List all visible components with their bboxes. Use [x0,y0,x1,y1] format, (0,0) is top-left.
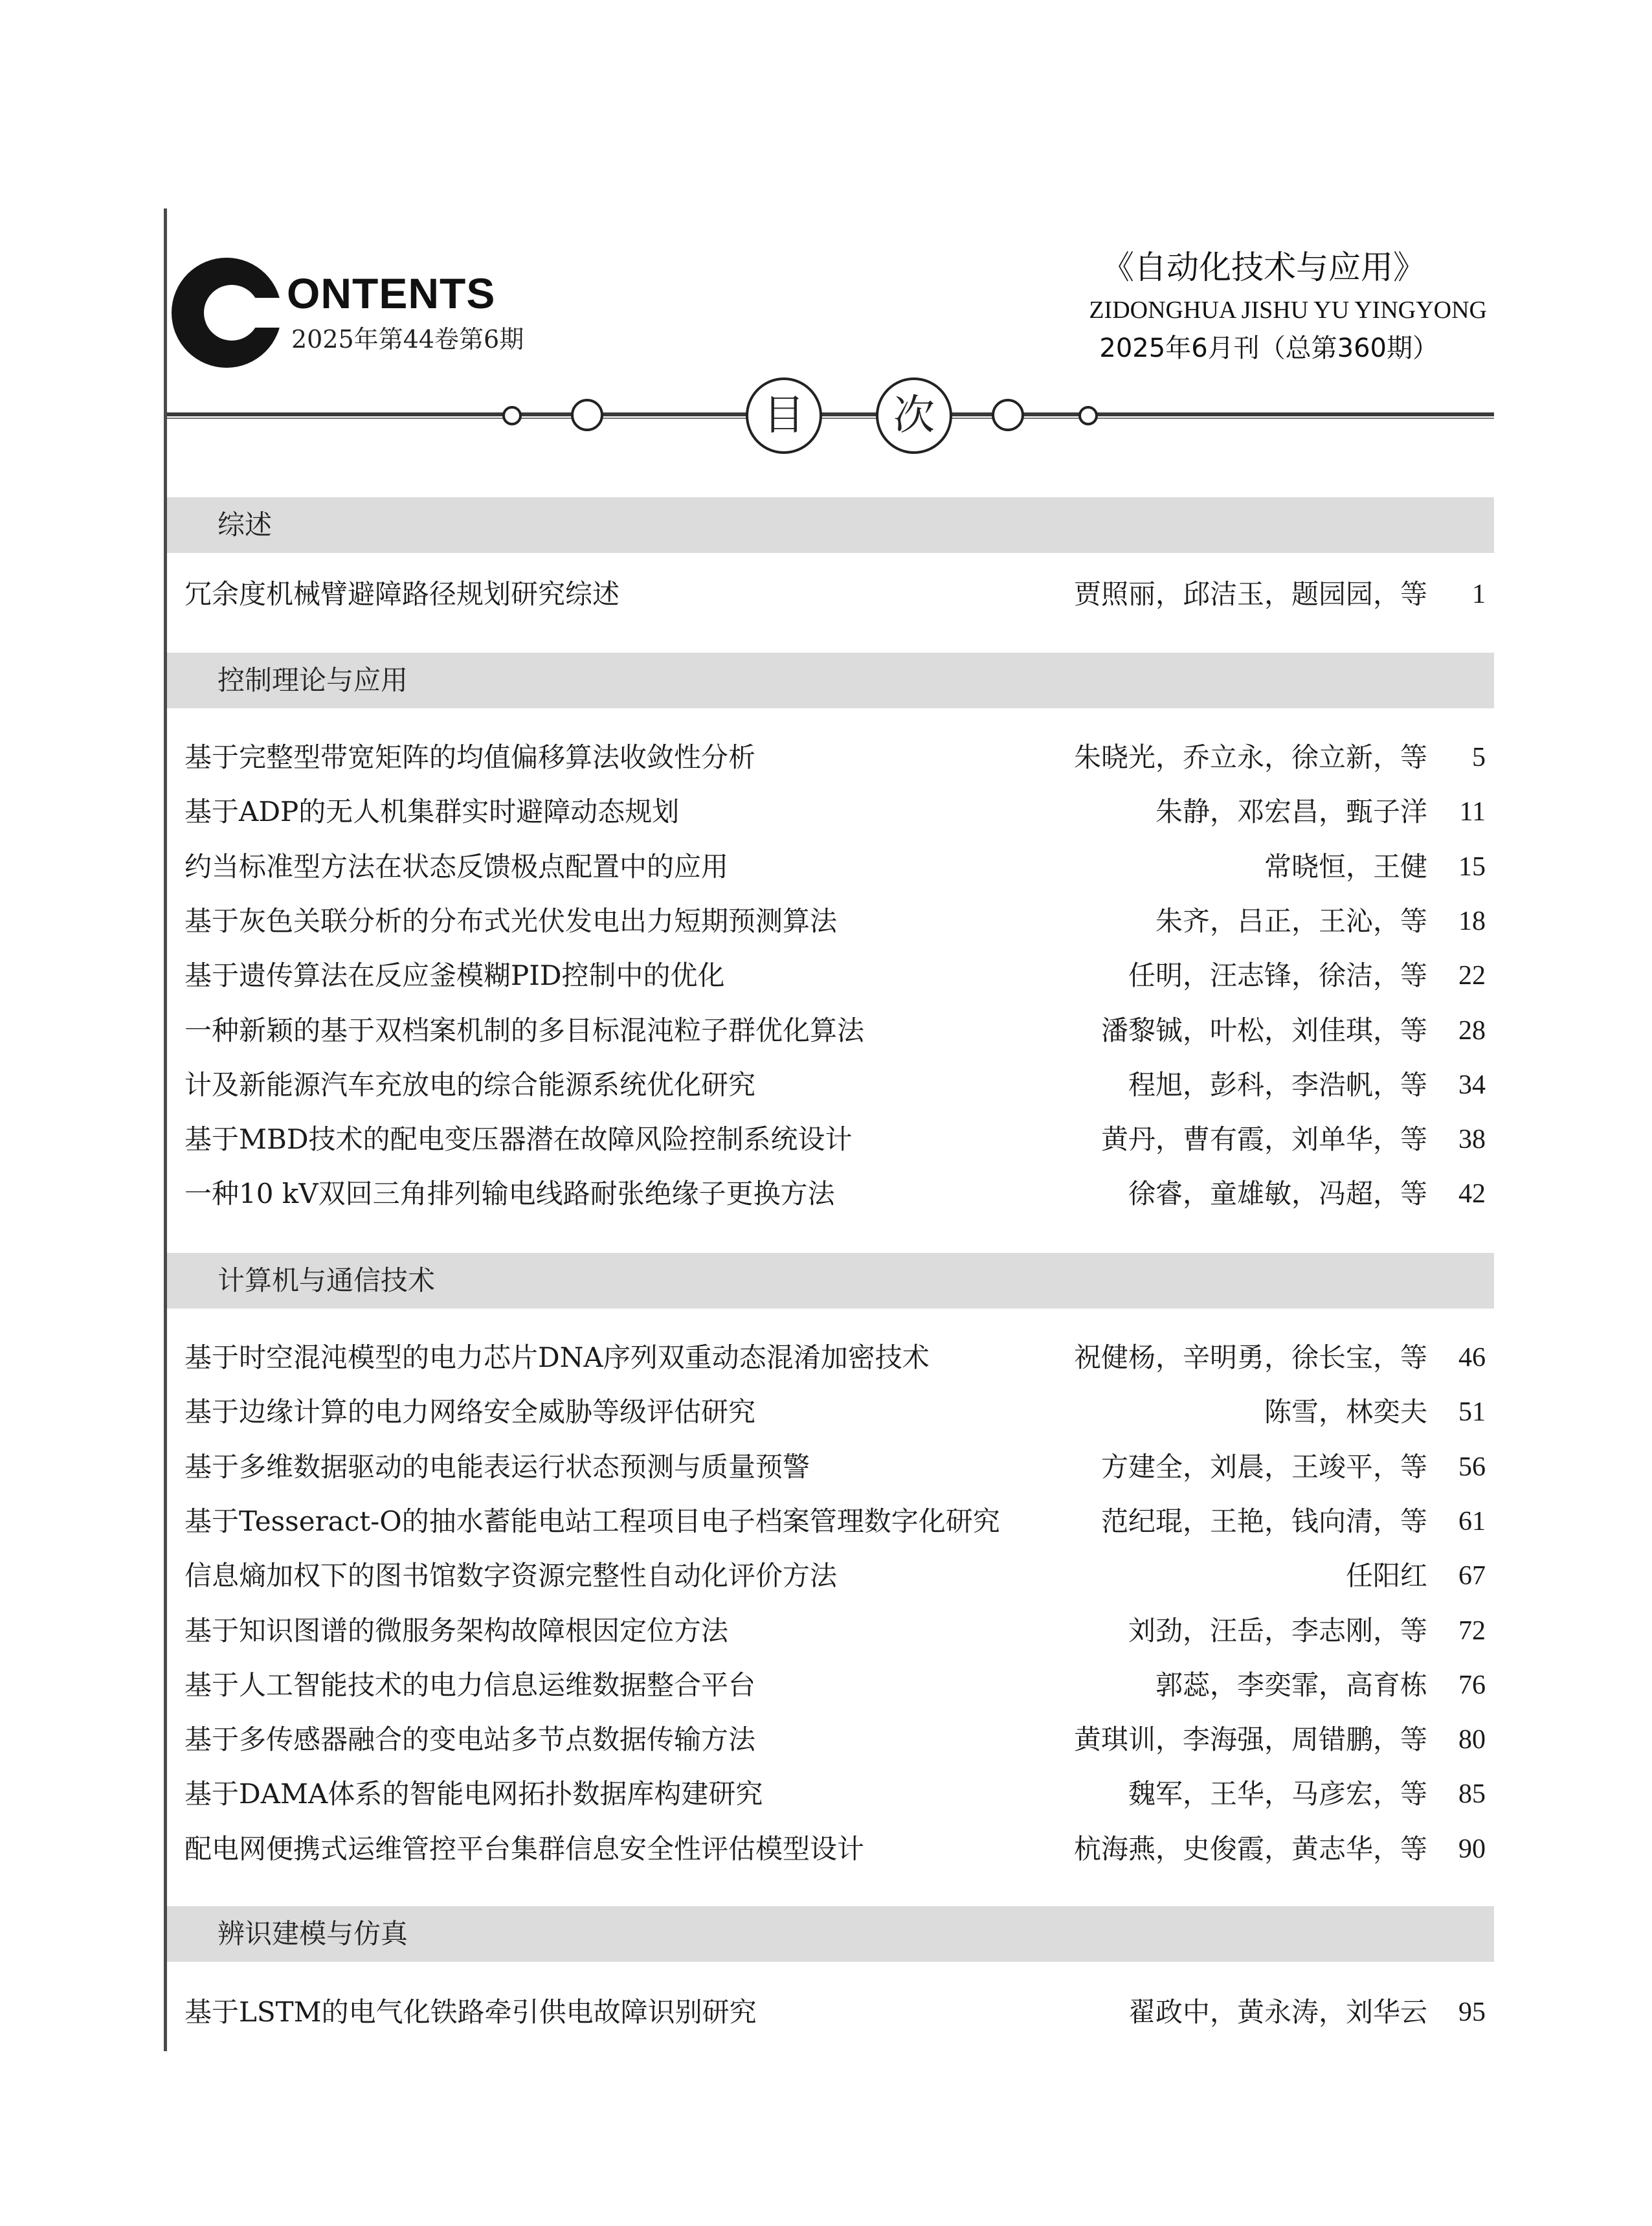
section-header [167,1906,1494,1962]
page-number: 80 [1458,1725,1486,1755]
toc-entry[interactable] [184,1557,1486,1595]
toc-entry[interactable] [184,1775,1486,1814]
page-number: 11 [1459,797,1486,827]
page-number: 85 [1458,1779,1486,1809]
ornament-circle [571,399,603,431]
issue-label: 2025年第44卷第6期 [291,325,524,354]
page-number: 67 [1458,1561,1486,1591]
article-title: 基于灰色关联分析的分布式光伏发电出力短期预测算法 [184,905,838,937]
page-number: 61 [1458,1507,1486,1536]
mu-glyph-1: 目 [746,377,822,454]
toc-entry[interactable] [184,1448,1486,1487]
article-authors: 徐睿，童雄敏，冯超，等 [1128,1178,1427,1209]
ornament-dot [502,406,522,425]
page-number: 28 [1458,1016,1486,1046]
article-title: 一种新颖的基于双档案机制的多目标混沌粒子群优化算法 [184,1015,865,1046]
article-authors: 朱晓光，乔立永，徐立新，等 [1073,741,1427,773]
section-header [167,497,1494,553]
page-number: 22 [1458,961,1486,991]
article-authors: 任阳红 [1345,1560,1427,1591]
mu-glyph-2: 次 [876,377,952,454]
article-authors: 程旭，彭科，李浩帆，等 [1128,1069,1427,1101]
article-title: 基于人工智能技术的电力信息运维数据整合平台 [184,1669,756,1701]
article-title: 基于时空混沌模型的电力芯片DNA序列双重动态混淆加密技术 [184,1342,930,1373]
journal-title-cn: 《自动化技术与应用》 [1102,249,1425,286]
article-title: 计及新能源汽车充放电的综合能源系统优化研究 [184,1069,756,1101]
article-authors: 郭蕊，李奕霏，高育栋 [1155,1669,1427,1701]
toc-entry[interactable] [184,1666,1486,1705]
toc-entry[interactable] [184,1830,1486,1869]
page-number: 42 [1458,1179,1486,1209]
toc-entry[interactable] [184,1993,1486,2032]
article-authors: 贾照丽，邱洁玉，题园园，等 [1073,578,1427,610]
section-title: 辨识建模与仿真 [218,1918,408,1950]
article-authors: 黄琪训，李海强，周错鹏，等 [1073,1724,1427,1755]
article-authors: 魏军，王华，马彦宏，等 [1128,1778,1427,1810]
ornament-circle [992,399,1024,431]
article-authors: 杭海燕，史俊霞，黄志华，等 [1073,1833,1427,1865]
page-number: 76 [1458,1670,1486,1700]
page-number: 56 [1458,1452,1486,1482]
article-title: 基于边缘计算的电力网络安全威胁等级评估研究 [184,1396,756,1428]
page-number: 90 [1458,1834,1486,1864]
section-title: 控制理论与应用 [218,664,408,696]
toc-entry[interactable] [184,956,1486,995]
section-title: 计算机与通信技术 [218,1265,436,1296]
article-title: 基于完整型带宽矩阵的均值偏移算法收敛性分析 [184,741,756,773]
toc-entry[interactable] [184,1066,1486,1105]
article-authors: 范纪琨，王艳，钱向清，等 [1100,1505,1427,1537]
toc-entry[interactable] [184,738,1486,777]
article-authors: 朱静，邓宏昌，甄子洋 [1155,796,1427,827]
toc-entry[interactable] [184,1120,1486,1159]
page-number: 46 [1458,1343,1486,1373]
toc-entry[interactable] [184,1502,1486,1541]
article-title: 一种10 kV双回三角排列输电线路耐张绝缘子更换方法 [184,1178,835,1209]
section-header [167,1253,1494,1309]
page-number: 51 [1458,1397,1486,1427]
article-title: 冗余度机械臂避障路径规划研究综述 [184,578,620,610]
page-number: 38 [1458,1125,1486,1154]
header-rule [167,412,1494,416]
page-number: 1 [1472,579,1486,609]
ornament-dot [1078,406,1098,425]
article-authors: 祝健杨，辛明勇，徐长宝，等 [1073,1342,1427,1373]
toc-entry[interactable] [184,1720,1486,1759]
toc-entry[interactable] [184,793,1486,831]
article-authors: 任明，汪志锋，徐洁，等 [1128,960,1427,991]
contents-logo-c [172,258,282,368]
article-title: 基于LSTM的电气化铁路牵引供电故障识别研究 [184,1996,757,2028]
article-title: 基于知识图谱的微服务架构故障根因定位方法 [184,1615,729,1647]
page-number: 15 [1458,852,1486,882]
toc-entry[interactable] [184,848,1486,886]
article-authors: 黄丹，曹有霞，刘单华，等 [1100,1123,1427,1155]
toc-entry[interactable] [184,575,1486,614]
article-title: 基于多维数据驱动的电能表运行状态预测与质量预警 [184,1451,810,1483]
article-authors: 陈雪，林奕夫 [1264,1396,1427,1428]
article-title: 基于遗传算法在反应釜模糊PID控制中的优化 [184,960,725,991]
section-title: 综述 [218,509,273,541]
page-number: 18 [1458,906,1486,936]
article-title: 基于Tesseract-O的抽水蓄能电站工程项目电子档案管理数字化研究 [184,1505,1000,1537]
page-number: 5 [1472,743,1486,772]
article-title: 约当标准型方法在状态反馈极点配置中的应用 [184,851,729,883]
toc-entry[interactable] [184,1338,1486,1377]
article-title: 基于ADP的无人机集群实时避障动态规划 [184,796,680,827]
toc-entry[interactable] [184,1612,1486,1650]
header-rule-thin [167,418,1494,419]
toc-entry[interactable] [184,1175,1486,1213]
article-authors: 翟政中，黄永涛，刘华云 [1128,1996,1427,2028]
journal-issue-info: 2025年6月刊（总第360期） [1099,333,1438,363]
contents-heading: ONTENTS [287,269,496,317]
toc-entry[interactable] [184,1393,1486,1432]
toc-entry[interactable] [184,1011,1486,1050]
article-authors: 常晓恒，王健 [1264,851,1427,883]
toc-entry[interactable] [184,902,1486,941]
article-title: 基于多传感器融合的变电站多节点数据传输方法 [184,1724,756,1755]
page-number: 95 [1458,1997,1486,2027]
article-authors: 刘劲，汪岳，李志刚，等 [1128,1615,1427,1647]
article-title: 基于DAMA体系的智能电网拓扑数据库构建研究 [184,1778,763,1810]
article-title: 基于MBD技术的配电变压器潜在故障风险控制系统设计 [184,1123,853,1155]
journal-title-en: ZIDONGHUA JISHU YU YINGYONG [1089,297,1487,324]
left-margin-rule [164,208,167,2051]
article-authors: 潘黎铖，叶松，刘佳琪，等 [1100,1015,1427,1046]
article-title: 信息熵加权下的图书馆数字资源完整性自动化评价方法 [184,1560,838,1591]
page-number: 34 [1458,1070,1486,1100]
page-number: 72 [1458,1616,1486,1646]
article-title: 配电网便携式运维管控平台集群信息安全性评估模型设计 [184,1833,865,1865]
article-authors: 方建全，刘晨，王竣平，等 [1100,1451,1427,1483]
article-authors: 朱齐，吕正，王沁，等 [1155,905,1427,937]
section-header [167,653,1494,708]
